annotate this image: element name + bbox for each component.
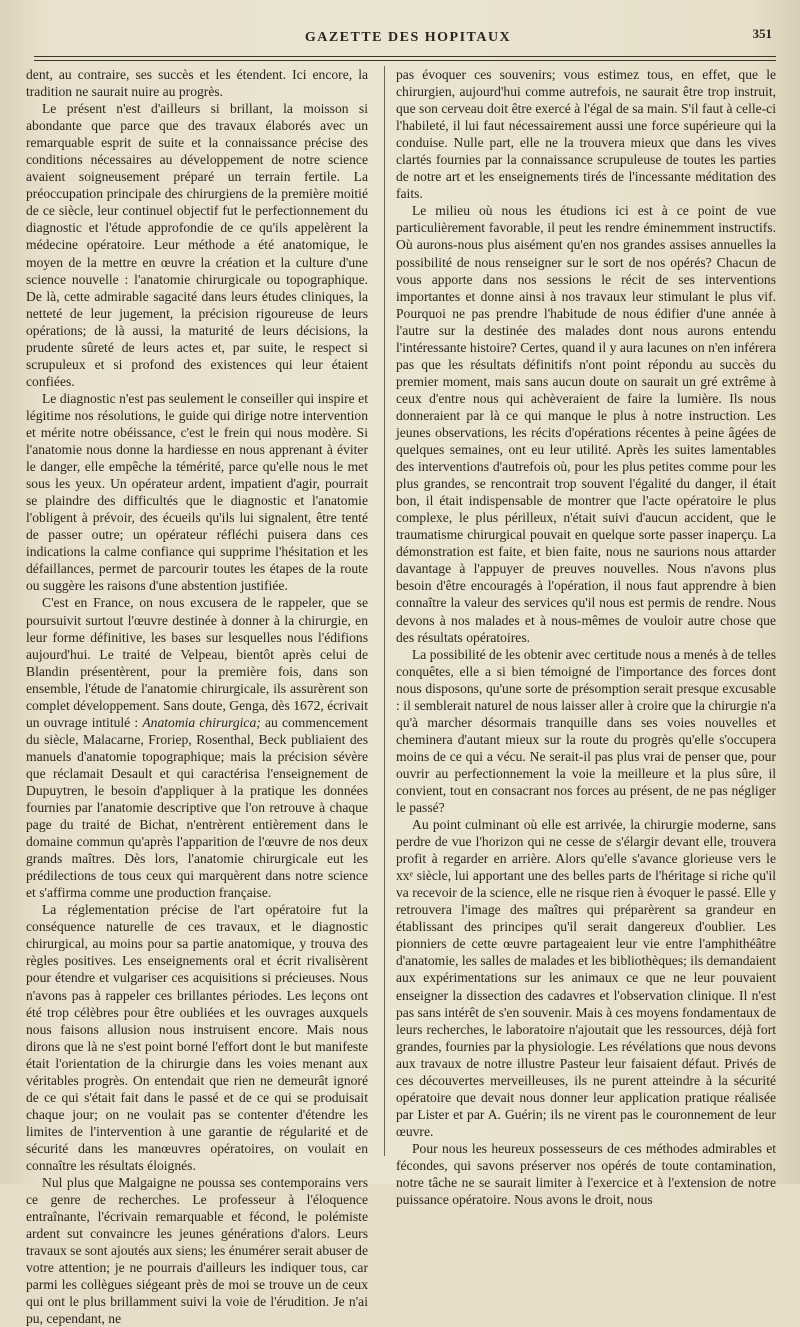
paragraph: Pour nous les heureux possesseurs de ces méthodes admirables et fécondes, qui savons préserver nos opérés de toute contamination, notre tâche ne se saurait limiter à l'exercice et à l'extension de notre puissance opératoire. Nous avons le droit, nous [396, 1140, 776, 1208]
paragraph: Le milieu où nous les étudions ici est à ce point de vue particulièrement favorable, il peut les rendre éminemment instructifs. Où aurons-nous plus aisément qu'en nos grandes assises annuelles la possibilité de nous renseigner sur le sort de nos opérés? Chacun de vous apporte dans nos sessions le récit de ses interventions importantes et donne ainsi à nos travaux leur stimulant le plus vif. Pourquoi ne pas prendre l'habitude de nous édifier d'une année à l'autre sur la destinée des malades dont nous aurons entendu l'intéressante histoire? Certes, quand il y aura lacunes on n'en inférera pas que les résultats définitifs n'ont point répondu au succès du premier moment, mais sans aucun doute on saurait un gré extrême à ceux d'entre nous qui achèveraient de faire la lumière. Ils nous donneraient par là ce qui manque le plus à notre instruction. Les jeunes observations, les récits d'opérations récentes à peine âgées de quelques semaines, ont eu leur utilité. Après les suites lamentables des interventions d'autrefois où, pour les plus petites comme pour les plus grandes, se rencontrait trop souvent l'égalité du danger, il était bon, il était indispensable de montrer que l'acte opératoire le plus complexe, le plus périlleux, n'était suivi d'aucun accident, que le traumatisme chirurgical pouvait en quelque sorte passer inaperçu. La démonstration est faite, et bien faite, nous ne saurions nous attarder davantage à l'appuyer de preuves nouvelles. Nous n'avons plus besoin d'être encouragés à l'opération, il nous faut apprendre à bien connaître la valeur des services qu'il nous est permis de rendre. Nous devons à nos malades et à nous-mêmes de vouloir autre chose que des résultats opératoires. [396, 203, 776, 645]
page-header [40, 26, 776, 50]
paragraph: La réglementation précise de l'art opératoire fut la conséquence naturelle de ces travaux, et le diagnostic chirurgical, au moins pour sa partie anatomique, y trouva des règles positives. Les enseignements oral et écrit rivalisèrent pour étendre et vulgariser ces acquisitions si précieuses. Nous n'avons pas à rappeler ces brillantes périodes. Les leçons ont été trop célèbres pour être oubliées et les ouvrages auxquels nous faisons allusion nous instruisent encore. Mais nous dirons que là ne s'est point borné l'effort dont le but manifeste était l'orientation de la chirurgie dans les voies menant aux véritables progrès. On entendait que rien ne demeurât ignoré de ce qui s'était fait dans le passé et de ce qui se produisait chaque jour; on ne voulait pas se contenter d'étendre les limites de l'intervention à une garantie de régularité et de sécurité dans les manœuvres opératoires, on voulait en connaître les résultats éloignés. [26, 902, 368, 1173]
paragraph: pas évoquer ces souvenirs; vous estimez tous, en effet, que le chirurgien, aujourd'hui comme autrefois, ne saurait être trop instruit, que son cerveau doit être exercé à l'égal de sa main. S'il faut à celle-ci l'habileté, il lui faut nécessairement aussi une force supérieure qui la conduise. Nulle part, elle ne la trouvera mieux que dans les vives clartés fournies par la connaissance scrupuleuse de toutes les parties de notre art et les enseignements tirés de l'incessante méditation des faits. [396, 67, 776, 202]
paragraph: Nul plus que Malgaigne ne poussa ses contemporains vers ce genre de recherches. Le professeur à l'éloquence entraînante, l'écrivain remarquable et fécond, le polémiste ardent sut convaincre les jeunes générations d'alors. Leurs travaux se sont ajoutés aux siens; les énumérer serait abuser de votre attention; je ne pourrais d'ailleurs les indiquer tous, car parmi les collègues siégeant près de moi se trouve un de ceux qui ont le plus brillamment suivi la voie de l'érudition. Je n'ai pu, cependant, ne [26, 1175, 368, 1327]
column-divider [384, 66, 385, 1156]
header-rule [34, 56, 776, 61]
publication-title: GAZETTE DES HOPITAUX [304, 30, 512, 45]
paragraph: dent, au contraire, ses succès et les étendent. Ici encore, la tradition ne saurait nuire au progrès. [26, 67, 368, 100]
paragraph: Le présent n'est d'ailleurs si brillant, la moisson si abondante que parce que des travaux élaborés avec un remarquable esprit de suite et la connaissance précise des conditions nécessaires au développement de notre science avaient soigneusement préparé un terrain fertile. La préoccupation principale des chirurgiens de la première moitié de ce siècle, leur continuel objectif fut le perfectionnement du diagnostic et l'étude approfondie de ce qu'ils appelèrent la médecine opératoire. Leur méthode a été anatomique, le moyen de la mettre en œuvre la création et la culture d'une science nouvelle : l'anatomie chirurgicale ou topographique. De là, cette admirable sagacité dans leurs études cliniques, la netteté de leur jugement, la précision rigoureuse de leurs opérations; de là aussi, la maturité de leurs décisions, la prudente sûreté de leurs actes et, par suite, le respect si scrupuleux et si profond des existences qui leur étaient confiées. [26, 101, 368, 389]
page-number: 351 [752, 26, 772, 41]
paragraph-text: C'est en France, on nous excusera de le rappeler, que se poursuivit surtout l'œuvre destinée à donner à la chirurgie, en leur forme définitive, les bases sur lesquelles nous l'édifions aujourd'hui. Le traité de Velpeau, bientôt après celui de Blandin présentèrent, pour la première fois, dans son ensemble, l'étude de l'anatomie chirurgicale, ils assurèrent son complet développement. Sans doute, Genga, dès 1672, écrivait un ouvrage intitulé : [26, 595, 368, 730]
paragraph: Au point culminant où elle est arrivée, la chirurgie moderne, sans perdre de vue l'horizon qui ne cesse de s'élargir devant elle, trouvera profit à regarder en arrière. Alors qu'elle s'avance glorieuse vers le xxᵉ siècle, lui apportant une des belles parts de l'héritage si riche qu'il va recevoir de la science, elle ne risque rien à évoquer le passé. Elle y retrouvera l'image des maîtres qui préparèrent sa grandeur en établissant des principes qu'il serait dangereux d'oublier. Les pionniers de cette œuvre partageaient leur vie entre l'amphithéâtre d'anatomie, les salles de malades et les bibliothèques; ils demandaient aux expérimentations sur les animaux ce que ne leur pouvaient enseigner la dissection des cadavres et l'observation clinique. Il n'est pas sans intérêt de s'en souvenir. Mais à ces moyens fondamentaux de leurs recherches, le laboratoire n'ajoutait que les ressources, déjà fort grandes, fournies par la physiologie. Les révélations que nous devons aux travaux de notre illustre Pasteur leur faisaient défaut. Privés de ces découvertes merveilleuses, ils ne purent atteindre à la sécurité opératoire que devait nous donner leur application pratique réalisée par Lister et par A. Guérin; ils ne virent pas le couronnement de leur œuvre. [396, 817, 776, 1139]
right-column [396, 66, 776, 1208]
book-title: Anatomia chirurgica; [142, 714, 261, 730]
paragraph-text: au commencement du siècle, Malacarne, Froriep, Rosenthal, Beck publiaient des manuels d'anatomie topographique; mais la précision sévère que réclamait Desault et qui caractérisa l'enseignement de Dupuytren, le besoin d'appliquer à la pratique les données fournies par l'anatomie descriptive que l'on retrouve à chaque page du traité de Bichat, n'entrèrent entièrement dans le domaine commun qu'après l'apparition de l'œuvre de nos deux grands maîtres. Dès lors, l'anatomie chirurgicale eut les prédilections de tous ceux qui marquèrent dans notre science et s'affirma comme une production française. [26, 714, 369, 901]
paragraph: La possibilité de les obtenir avec certitude nous a menés à de telles conquêtes, elle a si bien témoigné de l'importance des forces dont nous disposons, qu'une sorte de présomption serait presque excusable : il semblerait naturel de nous laisser aller à croire que la chirurgie n'a qu'à marcher désormais tranquille dans ses voies nouvelles et cheminera d'autant mieux sur la route du progrès qu'elle s'occupera moins de ce qui a vécu. Ne serait-il pas plus vrai de penser que, pour ouvrir au perfectionnement la voie la meilleure et la plus sûre, il convient, tout en consacrant nos forces au présent, de ne pas négliger le passé? [396, 646, 776, 816]
paragraph [26, 594, 368, 901]
paragraph: Le diagnostic n'est pas seulement le conseiller qui inspire et légitime nos résolutions, le guide qui dirige notre intervention et mérite notre obéissance, c'est le frein qui nous modère. Si l'anatomie nous donne la hardiesse en nous apprenant à éviter le danger, elle empêche la témérité, parce qu'elle nous le met sous les yeux. Un opérateur ardent, impatient d'agir, pourrait se plaindre des difficultés que le diagnostic et l'anatomie l'obligent à prévoir, des écueils qu'ils lui signalent, être tenté de passer outre; un opérateur réfléchi puisera dans ces indications la calme confiance qui supprime l'hésitation et les défaillances, permet de parcourir toutes les étapes de la route ou suggère les raisons d'une abstention justifiée. [26, 390, 368, 594]
left-column [26, 66, 369, 1327]
